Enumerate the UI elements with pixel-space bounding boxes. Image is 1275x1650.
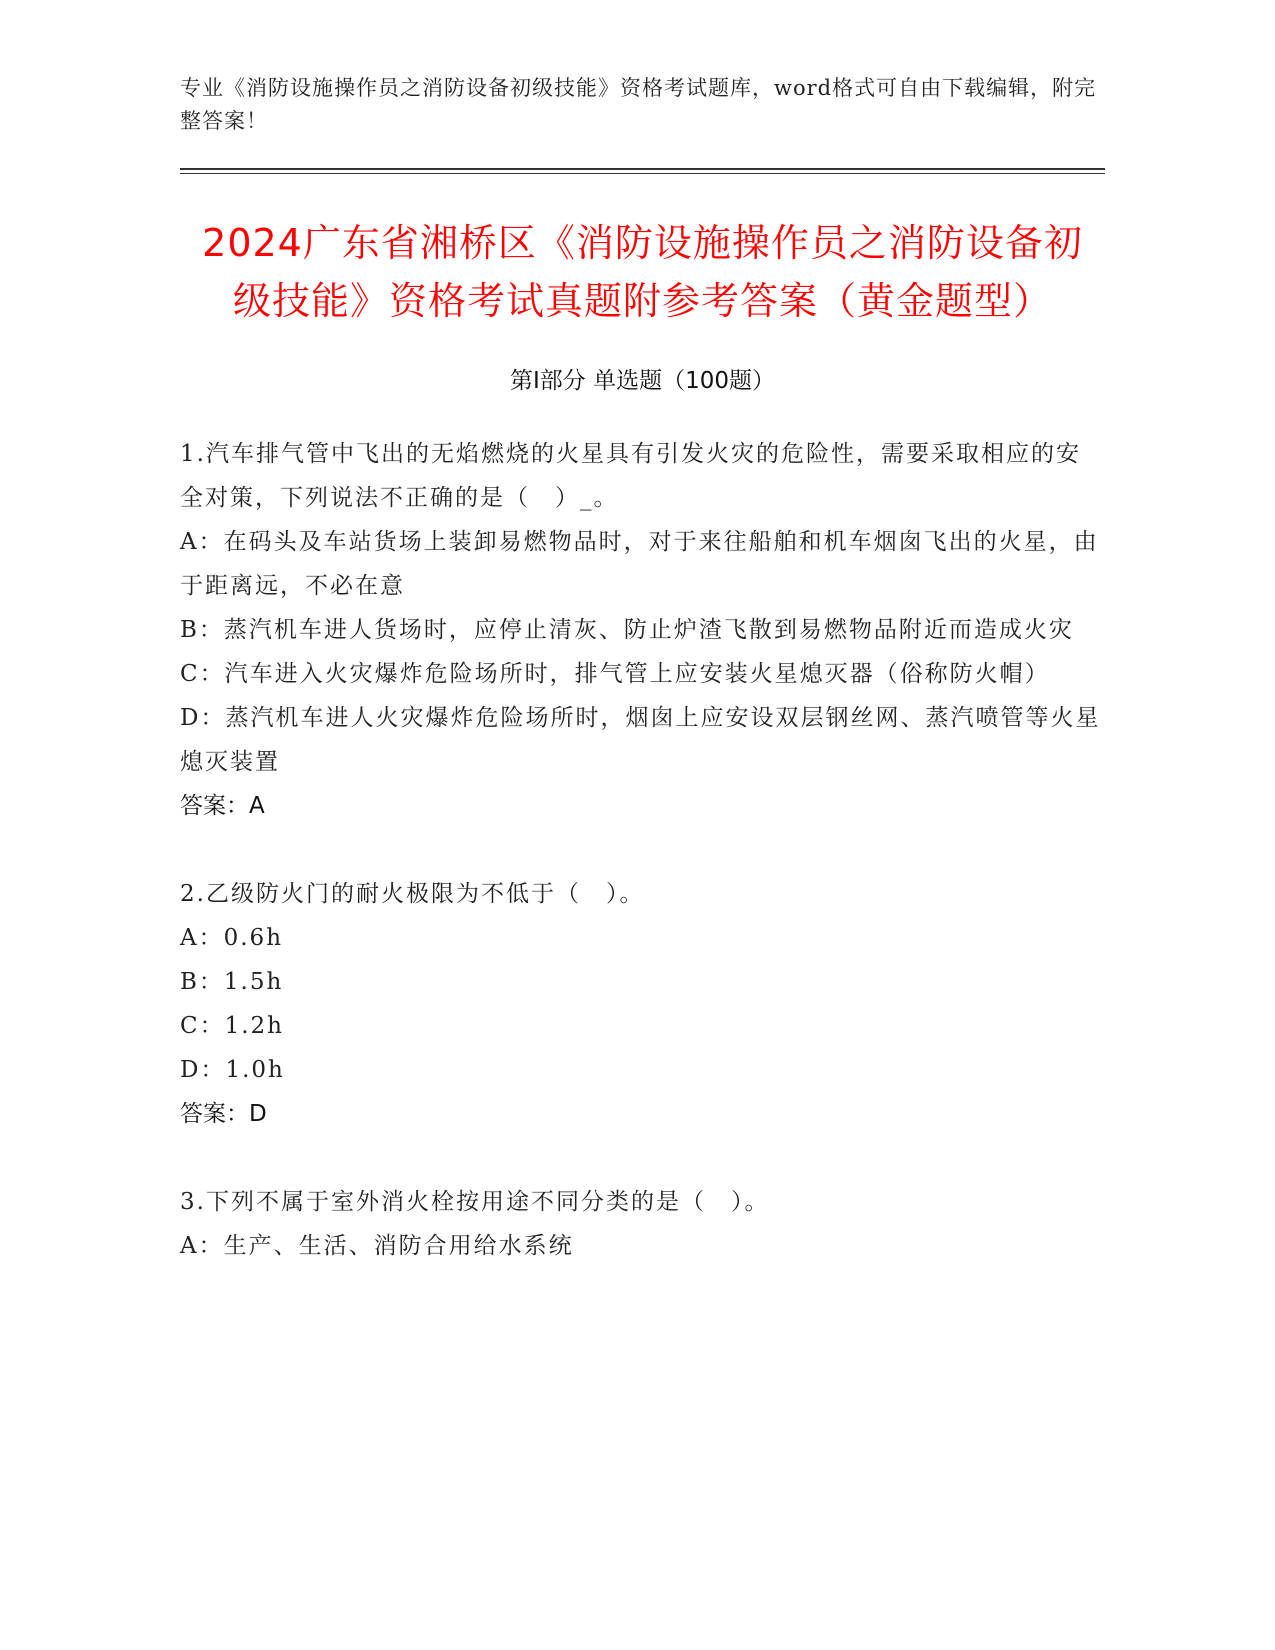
option-c: C：汽车进入火灾爆炸危险场所时，排气管上应安装火星熄灭器（俗称防火帽） <box>180 661 1050 687</box>
option-a: A：在码头及车站货场上装卸易燃物品时，对于来往船舶和机车烟囱飞出的火星，由于距离远，不必在意 <box>180 529 1099 599</box>
document-title: 2024广东省湘桥区《消防设施操作员之消防设备初级技能》资格考试真题附参考答案（黄金题型） <box>202 221 1083 323</box>
header-note: 专业《消防设施操作员之消防设备初级技能》资格考试题库，word格式可自由下载编辑，附完整答案！ <box>180 76 1097 133</box>
option-d: D：蒸汽机车进人火灾爆炸危险场所时，烟囱上应安设双层钢丝网、蒸汽喷管等火星熄灭装置 <box>180 705 1101 775</box>
answer-line: 答案：D <box>180 1101 267 1127</box>
question-stem: 2.乙级防火门的耐火极限为不低于（ ）。 <box>180 881 645 907</box>
section-title: 第Ⅰ部分 单选题（100题） <box>510 368 775 394</box>
question-3 <box>180 1180 1105 1268</box>
option-c: C：1.2h <box>180 1013 284 1039</box>
question-list <box>180 432 1105 1268</box>
question-stem: 1.汽车排气管中飞出的无焰燃烧的火星具有引发火灾的危险性，需要采取相应的安全对策，下列说法不正确的是（ ）_。 <box>180 441 1081 511</box>
option-a: A：0.6h <box>180 925 284 951</box>
question-1 <box>180 432 1105 828</box>
header-divider-thick <box>180 168 1105 170</box>
document-page <box>180 72 1105 1312</box>
option-b: B：1.5h <box>180 969 284 995</box>
answer-line: 答案：A <box>180 793 265 819</box>
option-b: B：蒸汽机车进人货场时，应停止清灰、防止炉渣飞散到易燃物品附近而造成火灾 <box>180 617 1074 643</box>
option-a: A：生产、生活、消防合用给水系统 <box>180 1233 574 1259</box>
option-d: D：1.0h <box>180 1057 285 1083</box>
header-divider-thin <box>180 173 1105 174</box>
question-stem: 3.下列不属于室外消火栓按用途不同分类的是（ ）。 <box>180 1189 770 1215</box>
question-2 <box>180 872 1105 1136</box>
